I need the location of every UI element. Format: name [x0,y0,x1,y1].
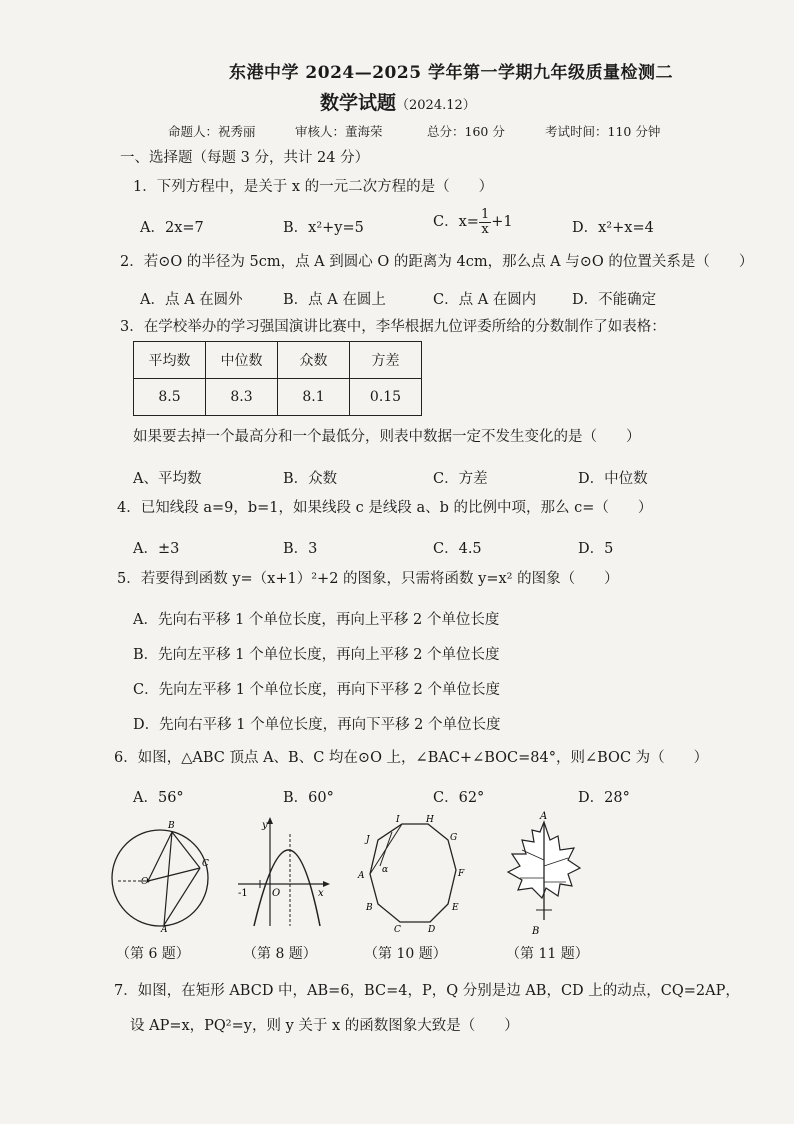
fig11-label-a: A [540,811,548,822]
section-heading: 一、选择题（每题 3 分，共计 24 分） [120,150,370,166]
q6-option-b: B．60° [283,790,334,806]
q6-option-c: C．62° [433,790,485,806]
q1-option-a: A．2x=7 [140,220,204,236]
table-cell: 8.3 [206,379,278,416]
fig10-label-g: G [450,833,458,843]
author-info: 命题人：祝秀丽 [168,124,256,139]
fig10-label-h: H [426,815,434,825]
q2-option-d: D．不能确定 [572,292,657,308]
caption-fig6: （第 6 题） [116,946,190,962]
table-header-row [134,342,422,379]
q1-c-rhs: +1 [491,214,513,231]
q1-option-c [433,208,513,236]
fig8-label-y: y [262,820,268,831]
figure-8-parabola [232,814,332,932]
q1-c-fraction [479,208,491,236]
q1-c-lhs: x= [458,214,479,231]
q2-option-b: B．点 A 在圆上 [283,292,386,308]
fig8-label-x: x [318,888,324,899]
table-cell: 8.1 [278,379,350,416]
q4-option-d: D．5 [578,541,614,557]
fig6-label-b: B [168,821,175,831]
q1-option-b: B．x²+y=5 [283,220,364,236]
fig6-label-a: A [161,925,168,932]
q4-option-a: A．±3 [133,541,180,557]
q3-option-a: A、平均数 [133,471,202,487]
q5-option-c: C．先向左平移 1 个单位长度，再向下平移 2 个单位长度 [133,682,500,698]
q5-stem: 5．若要得到函数 y=（x+1）²+2 的图象，只需将函数 y=x² 的图象（ ） [117,571,619,587]
q2-stem: 2．若⊙O 的半径为 5cm，点 A 到圆心 O 的距离为 4cm，那么点 A 与⊙O 的位置关系是（ ） [120,254,754,270]
figure-11-leaf [498,810,594,936]
q1-option-d: D．x²+x=4 [572,220,654,236]
exam-date: （2024.12） [396,98,476,113]
q3-option-b: B．众数 [283,471,338,487]
reviewer-info: 审核人：董海荣 [295,124,383,139]
figure-10-decagon [352,814,470,934]
q6-option-a: A．56° [133,790,184,806]
fig8-label-neg1: -1 [238,888,248,899]
table-header-cell: 中位数 [206,342,278,379]
q3-stem: 3．在学校举办的学习强国演讲比赛中，李华根据九位评委所给的分数制作了如表格： [120,319,666,335]
q2-option-a: A．点 A 在圆外 [140,292,243,308]
caption-fig10: （第 10 题） [364,946,447,962]
q4-stem: 4．已知线段 a=9，b=1，如果线段 c 是线段 a、b 的比例中项，那么 c=（ ） [117,500,653,516]
fig10-label-b: B [366,903,373,913]
caption-fig8: （第 8 题） [243,946,317,962]
fig6-label-c: C [202,859,209,869]
q1-c-label: C． [433,214,459,231]
fig6-label-o: O [141,877,149,887]
table-row [134,379,422,416]
q3-followup: 如果要去掉一个最高分和一个最低分，则表中数据一定不发生变化的是（ ） [133,429,641,445]
fig10-label-a: A [358,871,365,881]
table-header-cell: 方差 [350,342,422,379]
q5-option-a: A．先向右平移 1 个单位长度，再向上平移 2 个单位长度 [133,612,500,628]
stats-table [133,341,422,416]
q4-option-c: C．4.5 [433,541,482,557]
q5-option-b: B．先向左平移 1 个单位长度，再向上平移 2 个单位长度 [133,647,500,663]
q4-option-b: B．3 [283,541,318,557]
fig10-label-f: F [458,869,465,879]
q2-option-c: C．点 A 在圆内 [433,292,537,308]
exam-time: 考试时间：110 分钟 [545,124,661,139]
caption-fig11: （第 11 题） [506,946,589,962]
fig8-label-o: O [272,888,281,899]
q6-option-d: D．28° [578,790,630,806]
figure-6-circle [108,818,212,932]
q3-option-d: D．中位数 [578,471,648,487]
q6-stem: 6．如图，△ABC 顶点 A、B、C 均在⊙O 上，∠BAC+∠BOC=84°，则∠BOC 为（ ） [114,750,709,766]
fig10-label-e: E [452,903,459,913]
table-cell: 0.15 [350,379,422,416]
total-score: 总分：160 分 [427,124,505,139]
q7-line2: 设 AP=x，PQ²=y，则 y 关于 x 的函数图象大致是（ ） [130,1018,519,1034]
q1-c-numerator: 1 [480,207,490,222]
subtitle-text: 数学试题 [320,92,397,114]
fig10-label-i: I [396,815,400,825]
q5-option-d: D．先向右平移 1 个单位长度，再向下平移 2 个单位长度 [133,717,501,733]
q7-line1: 7．如图，在矩形 ABCD 中，AB=6，BC=4，P，Q 分别是边 AB，CD 上的动点，CQ=2AP， [114,983,740,999]
fig10-label-alpha: α [382,865,389,875]
fig10-label-d: D [428,925,436,934]
fig11-label-b: B [532,926,540,936]
q1-c-denominator: x [481,221,489,237]
table-header-cell: 平均数 [134,342,206,379]
exam-subtitle [320,88,476,115]
q1-stem: 1．下列方程中，是关于 x 的一元二次方程的是（ ） [133,179,494,195]
q3-option-c: C．方差 [433,471,488,487]
table-cell: 8.5 [134,379,206,416]
fig10-label-j: J [366,835,370,845]
fig10-label-c: C [394,925,401,934]
table-header-cell: 众数 [278,342,350,379]
exam-title: 东港中学 2024—2025 学年第一学期九年级质量检测二 [229,63,673,83]
